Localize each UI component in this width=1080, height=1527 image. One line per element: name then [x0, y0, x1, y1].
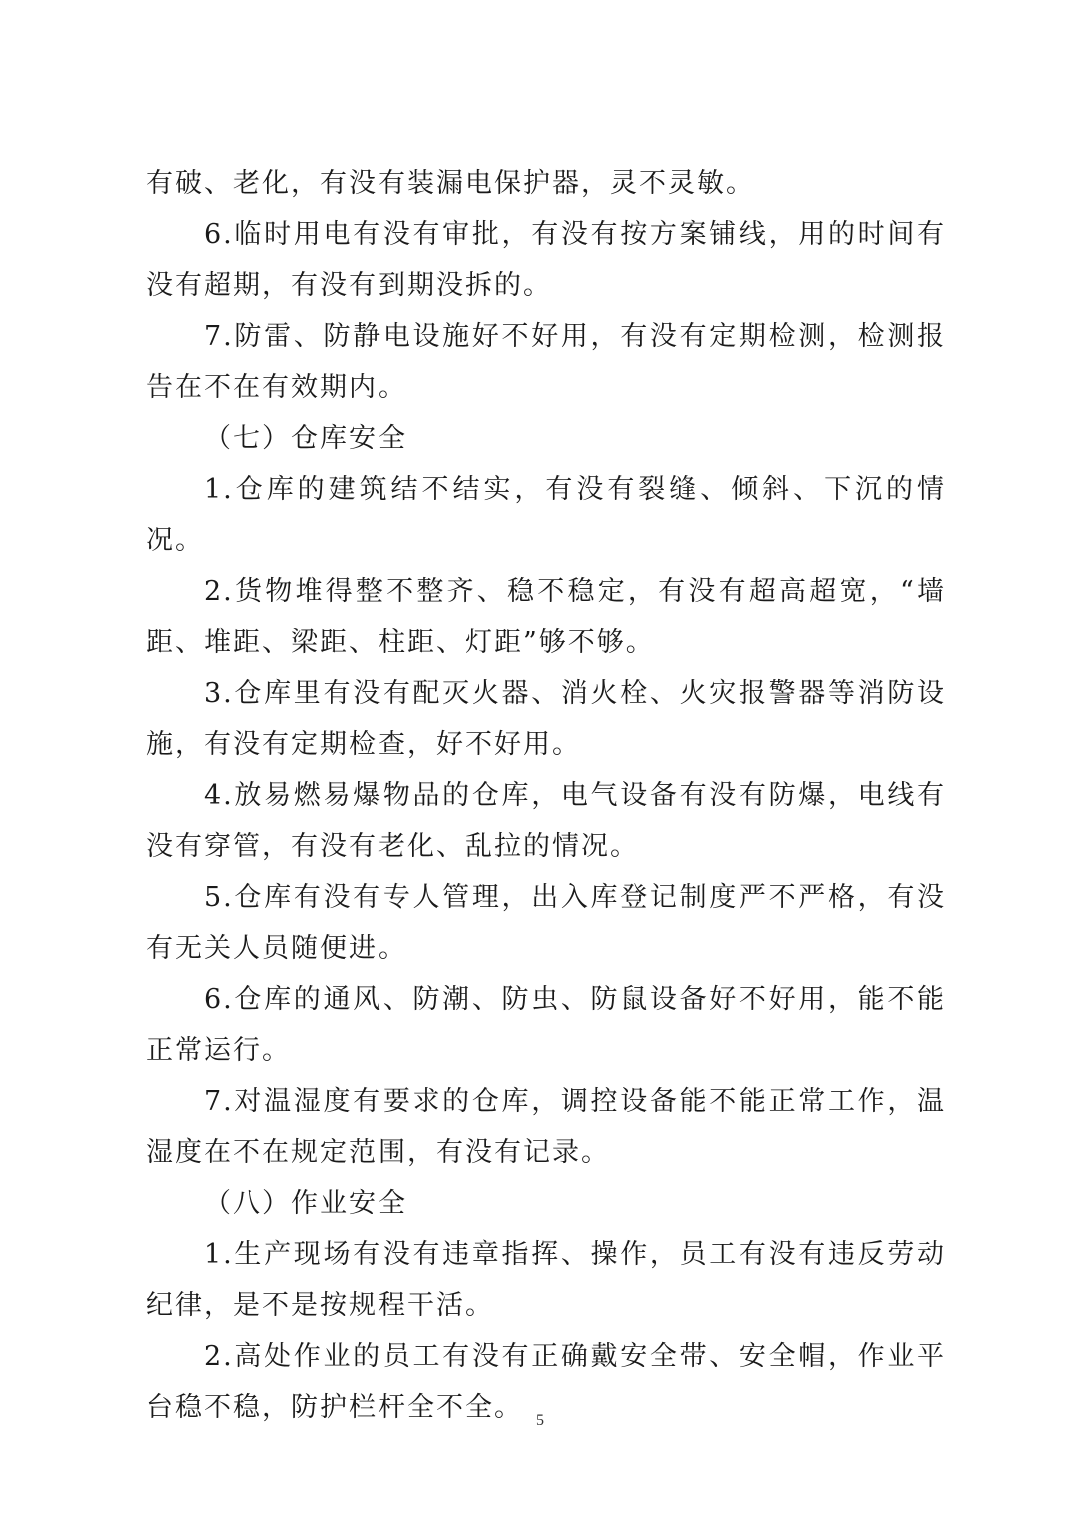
warehouse-item-3: 3.仓库里有没有配灭火器、消火栓、火灾报警器等消防设施，有没有定期检查，好不好用。 — [146, 678, 946, 760]
paragraph-item-7: 7.防雷、防静电设施好不好用，有没有定期检测，检测报告在不在有效期内。 — [146, 321, 946, 403]
paragraph-continuation: 有破、老化，有没有装漏电保护器，灵不灵敏。 — [146, 168, 755, 199]
warehouse-item-7: 7.对温湿度有要求的仓库，调控设备能不能正常工作，温湿度在不在规定范围，有没有记录。 — [146, 1086, 946, 1168]
section-heading-work-safety: （八）作业安全 — [204, 1188, 407, 1219]
work-item-1: 1.生产现场有没有违章指挥、操作，员工有没有违反劳动纪律，是不是按规程干活。 — [146, 1239, 946, 1321]
warehouse-item-6: 6.仓库的通风、防潮、防虫、防鼠设备好不好用，能不能正常运行。 — [146, 984, 946, 1066]
page-number: 5 — [536, 1412, 544, 1429]
work-item-2: 2.高处作业的员工有没有正确戴安全带、安全帽，作业平台稳不稳，防护栏杆全不全。 — [146, 1341, 946, 1423]
paragraph-item-6: 6.临时用电有没有审批，有没有按方案铺线，用的时间有没有超期，有没有到期没拆的。 — [146, 219, 946, 301]
warehouse-item-5: 5.仓库有没有专人管理，出入库登记制度严不严格，有没有无关人员随便进。 — [146, 882, 946, 964]
warehouse-item-1: 1.仓库的建筑结不结实，有没有裂缝、倾斜、下沉的情况。 — [146, 474, 946, 556]
warehouse-item-2: 2.货物堆得整不整齐、稳不稳定，有没有超高超宽，“墙距、堆距、梁距、柱距、灯距”够不够。 — [146, 576, 946, 658]
section-heading-warehouse-safety: （七）仓库安全 — [204, 423, 407, 454]
document-body — [146, 158, 946, 1433]
warehouse-item-4: 4.放易燃易爆物品的仓库，电气设备有没有防爆，电线有没有穿管，有没有老化、乱拉的情况。 — [146, 780, 946, 862]
